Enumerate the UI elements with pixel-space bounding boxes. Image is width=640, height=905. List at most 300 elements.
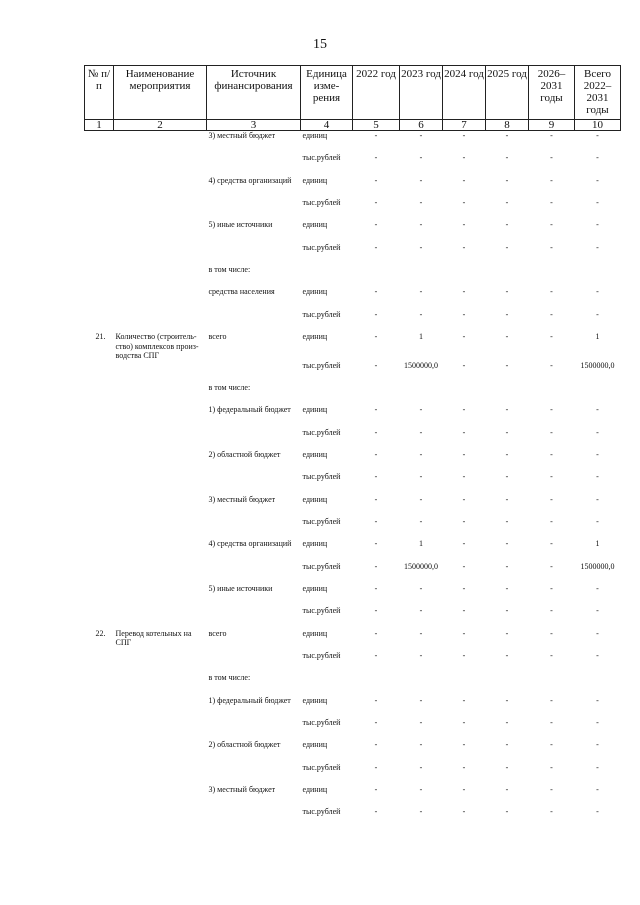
value-2024: - — [462, 718, 466, 728]
funding-source: 3) местный бюджет — [208, 785, 276, 795]
value-2023: - — [419, 718, 423, 728]
value-2022: - — [374, 427, 378, 437]
header-num: № п/п — [85, 66, 114, 120]
table-row — [85, 606, 621, 628]
table-row — [85, 763, 621, 785]
measure-name — [114, 673, 207, 695]
value-2026-2031 — [529, 265, 575, 287]
header-2022: 2022 год — [353, 66, 400, 120]
funding-source — [207, 198, 301, 220]
value-2025: - — [505, 718, 509, 728]
value-2023: - — [419, 153, 423, 163]
table-row — [85, 383, 621, 405]
col-number: 1 — [85, 120, 114, 131]
value-total: - — [596, 651, 599, 661]
table-row — [85, 450, 621, 472]
col-number: 3 — [207, 120, 301, 131]
value-2023: - — [419, 517, 423, 526]
value-total: 1 — [595, 539, 600, 549]
value-2024: - — [462, 198, 466, 208]
value-total: - — [596, 198, 599, 208]
value-2023 — [400, 383, 443, 405]
measure-name — [114, 198, 207, 220]
measure-unit: единиц — [302, 449, 328, 459]
table-row — [85, 673, 621, 695]
measure-unit: тыс.рублей — [302, 427, 341, 437]
value-2025: - — [505, 651, 509, 661]
measure-unit: тыс.рублей — [302, 606, 341, 616]
funding-source — [207, 807, 301, 829]
value-2026-2031: - — [550, 405, 553, 415]
measure-unit: единиц — [302, 628, 328, 638]
value-2026-2031 — [529, 383, 575, 405]
value-2022: - — [374, 175, 378, 185]
measure-name — [114, 287, 207, 309]
measure-name — [114, 472, 207, 494]
value-2023 — [400, 673, 443, 695]
measure-name — [114, 450, 207, 472]
measure-name — [114, 383, 207, 405]
page-number: 15 — [313, 37, 327, 52]
measure-name — [114, 405, 207, 427]
value-2022 — [353, 383, 400, 405]
value-total: - — [596, 287, 599, 297]
value-2026-2031: - — [550, 242, 553, 252]
value-2024: - — [462, 242, 466, 252]
value-2022 — [353, 265, 400, 287]
value-2022: - — [374, 131, 378, 140]
value-2023: - — [419, 695, 423, 705]
row-number — [85, 265, 114, 287]
funding-source: 5) иные источники — [208, 584, 273, 594]
value-2024: - — [462, 651, 466, 661]
table-row — [85, 361, 621, 383]
value-2022: - — [374, 332, 378, 342]
value-total: - — [596, 427, 599, 437]
row-number — [85, 287, 114, 309]
row-number — [85, 673, 114, 695]
col-number: 7 — [443, 120, 486, 131]
value-2024: - — [462, 472, 466, 482]
value-total: - — [596, 494, 599, 504]
funding-source — [207, 361, 301, 383]
value-2023: - — [419, 584, 423, 594]
value-2025: - — [505, 332, 509, 342]
value-2022: - — [374, 494, 378, 504]
funding-source — [207, 763, 301, 785]
value-2025: - — [505, 606, 509, 616]
value-2025: - — [505, 287, 509, 297]
measure-unit — [301, 383, 353, 405]
value-2026-2031: - — [550, 606, 553, 616]
value-2023: - — [419, 427, 423, 437]
measure-unit: единиц — [302, 785, 328, 795]
value-2023: - — [419, 131, 423, 140]
value-2026-2031: - — [550, 740, 553, 750]
funding-source: 2) областной бюджет — [208, 449, 281, 459]
value-2023: - — [419, 762, 423, 772]
row-number — [85, 131, 114, 154]
value-2026-2031: - — [550, 220, 553, 230]
value-2026-2031: - — [550, 332, 553, 342]
value-2023: - — [419, 220, 423, 230]
value-2023: - — [419, 472, 423, 482]
row-number — [85, 198, 114, 220]
value-2022: - — [374, 309, 378, 319]
table-row — [85, 651, 621, 673]
value-2023: - — [419, 494, 423, 504]
funding-source: 4) средства организаций — [208, 175, 292, 185]
value-2025 — [486, 265, 529, 287]
value-2023: - — [419, 198, 423, 208]
table-row — [85, 629, 621, 651]
value-2023: - — [419, 807, 423, 817]
row-number — [85, 740, 114, 762]
measure-unit: единиц — [302, 131, 328, 140]
row-number — [85, 383, 114, 405]
value-2026-2031: - — [550, 762, 553, 772]
row-number: 21. — [95, 332, 106, 342]
value-2025: - — [505, 472, 509, 482]
measure-unit: единиц — [302, 287, 328, 297]
value-2022: - — [374, 220, 378, 230]
funding-source: 5) иные источники — [208, 220, 273, 230]
value-2026-2031: - — [550, 472, 553, 482]
header-name: Наименование мероприятия — [114, 66, 207, 120]
value-2024: - — [462, 807, 466, 817]
value-2025: - — [505, 242, 509, 252]
value-2022: - — [374, 718, 378, 728]
value-total: - — [596, 449, 599, 459]
funding-source — [207, 243, 301, 265]
table-row — [85, 517, 621, 539]
measure-unit: тыс.рублей — [302, 651, 341, 661]
col-number: 10 — [575, 120, 621, 131]
measure-name — [114, 718, 207, 740]
measure-unit: тыс.рублей — [302, 472, 341, 482]
value-2023: - — [419, 628, 423, 638]
value-2023: 1500000,0 — [404, 561, 438, 571]
financing-table — [84, 65, 621, 830]
row-number — [85, 450, 114, 472]
value-2023: - — [419, 287, 423, 297]
measure-name — [114, 763, 207, 785]
row-number — [85, 807, 114, 829]
value-2023: - — [419, 606, 423, 616]
value-2023: - — [419, 449, 423, 459]
measure-unit: единиц — [302, 332, 328, 342]
funding-source — [207, 310, 301, 332]
row-number — [85, 696, 114, 718]
measure-unit: тыс.рублей — [302, 153, 341, 163]
value-2022: - — [374, 517, 378, 526]
value-2022: - — [374, 628, 378, 638]
measure-unit: тыс.рублей — [302, 198, 341, 208]
measure-unit: единиц — [302, 740, 328, 750]
value-2024: - — [462, 785, 466, 795]
value-2026-2031: - — [550, 198, 553, 208]
value-2025: - — [505, 561, 509, 571]
value-total: - — [596, 242, 599, 252]
measure-name — [114, 562, 207, 584]
measure-name — [114, 606, 207, 628]
measure-name — [114, 310, 207, 332]
col-number: 8 — [486, 120, 529, 131]
value-2025: - — [505, 175, 509, 185]
table-row — [85, 153, 621, 175]
value-2024: - — [462, 539, 466, 549]
table-row — [85, 243, 621, 265]
row-number — [85, 361, 114, 383]
value-2025: - — [505, 762, 509, 772]
value-2023: - — [419, 785, 423, 795]
row-number — [85, 428, 114, 450]
value-2025: - — [505, 153, 509, 163]
measure-name: Количество (строитель-ство) комплексов произ-водства СПГ — [115, 332, 199, 361]
measure-unit: тыс.рублей — [302, 807, 341, 817]
value-2026-2031: - — [550, 807, 553, 817]
value-2024: - — [462, 360, 466, 370]
funding-source: 3) местный бюджет — [208, 131, 276, 140]
value-2022: - — [374, 807, 378, 817]
value-2024: - — [462, 131, 466, 140]
value-2024: - — [462, 628, 466, 638]
row-number — [85, 785, 114, 807]
value-2022: - — [374, 785, 378, 795]
table-row — [85, 562, 621, 584]
value-2024 — [443, 383, 486, 405]
value-2022: - — [374, 198, 378, 208]
table-row — [85, 310, 621, 332]
row-number — [85, 517, 114, 539]
value-2024: - — [462, 561, 466, 571]
value-2022: - — [374, 584, 378, 594]
table-row — [85, 220, 621, 242]
table-row — [85, 265, 621, 287]
value-total: - — [596, 606, 599, 616]
value-total: - — [596, 628, 599, 638]
value-2026-2031: - — [550, 517, 553, 526]
funding-source — [207, 562, 301, 584]
value-2022: - — [374, 561, 378, 571]
row-number — [85, 153, 114, 175]
funding-source: 1) федеральный бюджет — [208, 695, 291, 705]
header-2025: 2025 год — [486, 66, 529, 120]
value-2026-2031: - — [550, 584, 553, 594]
measure-name: Перевод котельных на СПГ — [115, 628, 192, 648]
value-total: - — [596, 309, 599, 319]
funding-source: в том числе: — [208, 673, 251, 683]
measure-unit: единиц — [302, 539, 328, 549]
value-total: - — [596, 153, 599, 163]
value-2026-2031: - — [550, 628, 553, 638]
column-number-row — [85, 120, 621, 131]
table-row — [85, 495, 621, 517]
value-2024: - — [462, 606, 466, 616]
row-number — [85, 539, 114, 561]
value-total — [575, 673, 621, 695]
row-number — [85, 718, 114, 740]
value-2026-2031: - — [550, 539, 553, 549]
value-2024 — [443, 265, 486, 287]
col-number: 5 — [353, 120, 400, 131]
table-row — [85, 405, 621, 427]
value-2025 — [486, 383, 529, 405]
table-row — [85, 131, 621, 154]
value-2024: - — [462, 405, 466, 415]
value-2026-2031: - — [550, 427, 553, 437]
measure-name — [114, 584, 207, 606]
measure-unit: тыс.рублей — [302, 561, 341, 571]
value-2026-2031: - — [550, 360, 553, 370]
value-2022: - — [374, 606, 378, 616]
header-2026-2031: 2026–2031 годы — [529, 66, 575, 120]
col-number: 6 — [400, 120, 443, 131]
value-total: - — [596, 131, 599, 140]
table-row — [85, 176, 621, 198]
measure-name — [114, 220, 207, 242]
header-source: Источник финансирования — [207, 66, 301, 120]
value-2023: - — [419, 651, 423, 661]
measure-name — [114, 131, 207, 154]
value-2023 — [400, 265, 443, 287]
value-2025: - — [505, 449, 509, 459]
funding-source: 2) областной бюджет — [208, 740, 281, 750]
measure-name — [114, 428, 207, 450]
funding-source — [207, 718, 301, 740]
row-number — [85, 176, 114, 198]
funding-source — [207, 472, 301, 494]
funding-source: всего — [208, 628, 227, 638]
value-2025: - — [505, 494, 509, 504]
row-number — [85, 562, 114, 584]
value-total: - — [596, 405, 599, 415]
value-2025: - — [505, 220, 509, 230]
col-number: 4 — [301, 120, 353, 131]
value-total: - — [596, 584, 599, 594]
funding-source — [207, 517, 301, 539]
header-unit: Единица изме-рения — [301, 66, 353, 120]
value-2023: 1 — [419, 332, 423, 342]
value-2022: - — [374, 449, 378, 459]
value-2022: - — [374, 651, 378, 661]
value-2026-2031: - — [550, 718, 553, 728]
value-total: 1500000,0 — [580, 360, 615, 370]
measure-name — [114, 265, 207, 287]
value-2026-2031: - — [550, 131, 553, 140]
header-2023: 2023 год — [400, 66, 443, 120]
measure-unit: единиц — [302, 695, 328, 705]
row-number — [85, 495, 114, 517]
col-number: 9 — [529, 120, 575, 131]
measure-unit — [301, 673, 353, 695]
value-total: - — [596, 718, 599, 728]
value-2025: - — [505, 360, 509, 370]
value-2024: - — [462, 449, 466, 459]
value-2026-2031: - — [550, 785, 553, 795]
value-2023: - — [419, 740, 423, 750]
measure-unit: тыс.рублей — [302, 718, 341, 728]
funding-source — [207, 428, 301, 450]
funding-source: в том числе: — [208, 382, 251, 392]
header-row — [85, 66, 621, 120]
table-row — [85, 198, 621, 220]
measure-name — [114, 176, 207, 198]
value-2025: - — [505, 427, 509, 437]
value-2022: - — [374, 539, 378, 549]
value-2023: - — [419, 242, 423, 252]
value-total — [575, 265, 621, 287]
table-row — [85, 428, 621, 450]
measure-unit: тыс.рублей — [302, 242, 341, 252]
funding-source: всего — [208, 332, 227, 342]
value-2022: - — [374, 405, 378, 415]
value-2024: - — [462, 175, 466, 185]
value-2023: - — [419, 309, 423, 319]
value-2024: - — [462, 584, 466, 594]
value-2025: - — [505, 405, 509, 415]
table-row — [85, 785, 621, 807]
value-2026-2031: - — [550, 494, 553, 504]
header-total: Всего 2022–2031 годы — [575, 66, 621, 120]
row-number — [85, 405, 114, 427]
value-2025: - — [505, 695, 509, 705]
value-2025: - — [505, 785, 509, 795]
funding-source — [207, 153, 301, 175]
funding-source: средства населения — [208, 287, 275, 297]
value-total: - — [596, 472, 599, 482]
row-number — [85, 472, 114, 494]
value-2022: - — [374, 695, 378, 705]
value-2025: - — [505, 309, 509, 319]
measure-unit: единиц — [302, 405, 328, 415]
value-2024 — [443, 673, 486, 695]
value-2022: - — [374, 762, 378, 772]
value-2023: - — [419, 405, 423, 415]
measure-unit: единиц — [302, 220, 328, 230]
value-2026-2031: - — [550, 561, 553, 571]
funding-source: 3) местный бюджет — [208, 494, 276, 504]
value-2024: - — [462, 740, 466, 750]
value-2024: - — [462, 762, 466, 772]
value-2022: - — [374, 360, 378, 370]
value-2022: - — [374, 472, 378, 482]
row-number — [85, 584, 114, 606]
measure-unit: тыс.рублей — [302, 762, 341, 772]
value-total: 1 — [595, 332, 600, 342]
value-2024: - — [462, 153, 466, 163]
measure-name — [114, 153, 207, 175]
value-2024: - — [462, 332, 466, 342]
value-total: 1500000,0 — [580, 561, 615, 571]
value-total: - — [596, 175, 599, 185]
row-number — [85, 310, 114, 332]
measure-name — [114, 495, 207, 517]
value-2022: - — [374, 153, 378, 163]
value-2024: - — [462, 287, 466, 297]
row-number — [85, 243, 114, 265]
value-2024: - — [462, 517, 466, 526]
measure-name — [114, 539, 207, 561]
value-total: - — [596, 517, 599, 526]
table-row — [85, 584, 621, 606]
value-2025: - — [505, 584, 509, 594]
value-2026-2031: - — [550, 287, 553, 297]
value-2025: - — [505, 517, 509, 526]
measure-unit: тыс.рублей — [302, 360, 341, 370]
table-row — [85, 718, 621, 740]
table-row — [85, 740, 621, 762]
